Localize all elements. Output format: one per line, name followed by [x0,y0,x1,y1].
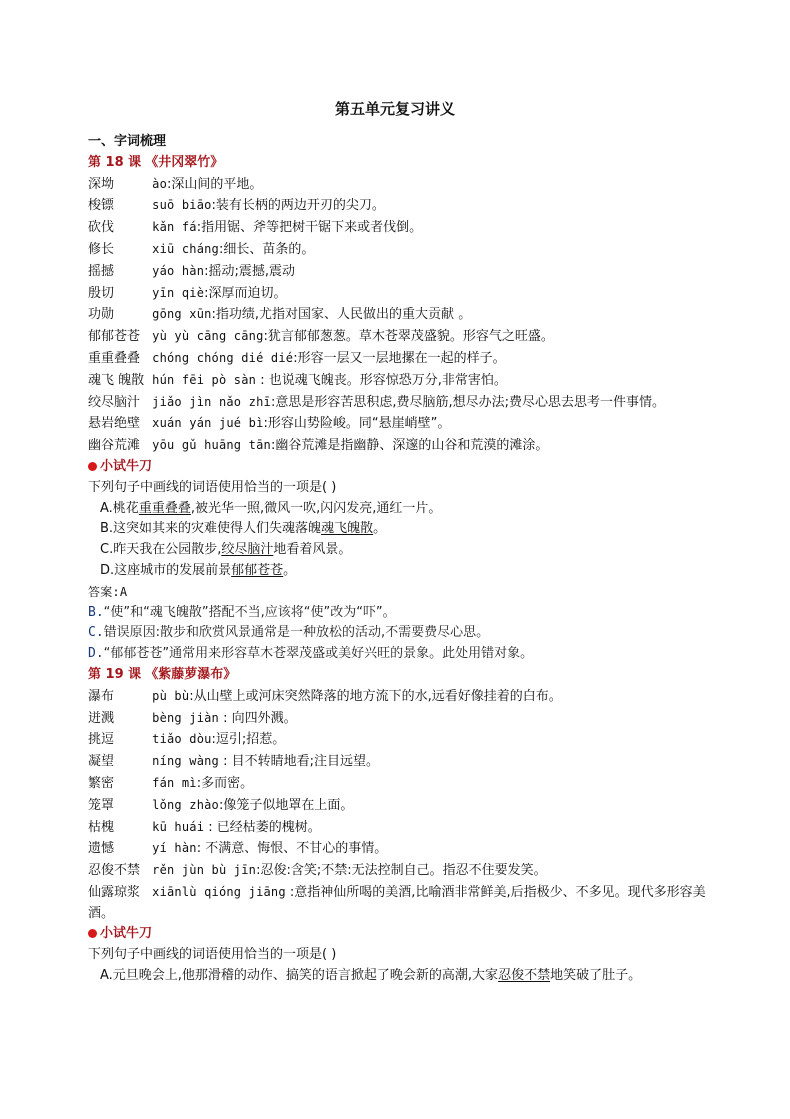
vocab-pinyin: kǎn fá [152,220,197,235]
analysis-item [88,644,708,665]
option-text: 地看着风景。 [273,542,352,558]
vocab-pinyin: yōu gǔ huāng tān [152,438,271,453]
vocab-entry [88,370,708,392]
lesson-name: 《紫藤萝瀑布》 [145,666,237,682]
lesson-name: 《井冈翠竹》 [145,154,224,170]
underlined-term: 郁郁苍苍 [231,562,284,578]
vocab-word: 深坳 [88,176,115,192]
practice-question: 下列句子中画线的词语使用恰当的一项是( ) [88,947,337,963]
vocab-definition: :深山间的平地。 [167,176,263,192]
vocab-pinyin: gōng xūn [152,307,212,322]
red-dot-icon [88,462,97,471]
vocab-pinyin: hún fēi pò sàn [152,372,257,387]
analysis-list [88,603,708,665]
vocab-entry [88,348,708,370]
vocab-entry [88,860,708,882]
vocab-definition: :意指神仙所喝的美酒,比喻酒非常鲜美,后指极少、不多见。现代多形容美酒。 [88,884,706,921]
option-text: D.这座城市的发展前景 [100,562,232,578]
vocab-pinyin: bèng jiàn [152,710,219,725]
analysis-tag: B. [88,604,104,620]
analysis-text: “使”和“魂飞魄散”搭配不当,应该将“使”改为“吓”。 [103,604,396,620]
vocab-entry [88,326,708,348]
analysis-text: 错误原因:散步和欣赏风景通常是一种放松的活动,不需要费尽心思。 [103,625,490,641]
analysis-tag: D. [88,646,104,662]
vocab-definition: :指用锯、斧等把树干锯下来或者伐倒。 [196,220,423,236]
vocab-word: 挑逗 [88,732,115,748]
option-text: A.桃花 [100,500,139,516]
vocab-entry [88,413,708,435]
vocab-word: 功勋 [88,307,115,323]
analysis-tag: C. [88,625,104,641]
vocab-entry [88,195,708,217]
underlined-term: 魂飞魄散 [321,521,374,537]
vocab-word: 迸溅 [88,710,115,726]
vocab-pinyin: chóng chóng dié dié [152,350,294,365]
practice-heading [88,924,708,945]
vocab-definition: :摇动;震撼,震动 [204,263,296,279]
vocab-pinyin: yīn qiè [152,285,205,300]
practice-option [88,966,708,987]
vocab-word: 绞尽脑汁 [88,394,141,410]
practice-option [88,499,708,520]
vocab-entry [88,751,708,773]
practice-option [88,561,708,582]
vocab-word: 梭镖 [88,198,115,214]
vocab-definition: : 已经枯萎的槐树。 [204,819,321,835]
vocab-word: 瀑布 [88,688,115,704]
option-text: A.元旦晚会上,他那滑稽的动作、搞笑的语言掀起了晚会新的高潮,大家 [100,968,499,984]
vocab-word: 修长 [88,241,115,257]
underlined-term: 忍俊不禁 [498,968,551,984]
vocab-word: 忍俊不禁 [88,863,141,879]
option-text: ,被光华一照,微风一吹,闪闪发亮,通红一片。 [190,500,442,516]
option-text: B.这突如其来的灾难使得人们失魂落魄 [100,521,322,537]
vocab-definition: : 也说魂飞魄丧。形容惊恐万分,非常害怕。 [256,372,507,388]
vocab-entry [88,773,708,795]
vocab-definition: :犹言郁郁葱葱。草木苍翠茂盛貌。形容气之旺盛。 [263,329,554,345]
vocab-definition: :逗引;招惹。 [211,732,286,748]
vocab-pinyin: lǒng zhào [152,797,219,812]
option-text: 地笑破了肚子。 [550,968,642,984]
vocab-definition: :从山壁上或河床突然降落的地方流下的水,远看好像挂着的白布。 [189,688,562,704]
vocab-pinyin: yí hàn [152,841,197,856]
vocab-entry [88,686,708,708]
underlined-term: 重重叠叠 [138,500,191,516]
page-title: 第五单元复习讲义 [334,100,455,118]
vocab-word: 摇撼 [88,263,115,279]
lesson-label: 第 18 课 [88,154,142,170]
underlined-term: 绞尽脑汁 [221,542,274,558]
analysis-text: “郁郁苍苍”通常用来形容草木苍翠茂盛或美好兴旺的景象。此处用错对象。 [103,646,534,662]
vocab-definition: :形容山势险峻。同“悬崖峭壁”。 [263,416,451,432]
vocab-pinyin: ào [152,176,167,191]
practice-option [88,519,708,540]
red-dot-icon [88,929,97,938]
practice-label: 小试牛刀 [100,926,153,942]
vocab-pinyin: xiānlù qióng jiāng [152,884,286,899]
vocab-definition: : 不满意、悔恨、不甘心的事情。 [196,841,388,857]
practice-option [88,540,708,561]
vocab-entry [88,435,708,457]
vocab-word: 悬岩绝壁 [88,416,141,432]
vocab-pinyin: xuán yán jué bì [152,416,264,431]
document-content [88,132,708,987]
option-text: 。 [373,521,387,537]
vocab-entry [88,795,708,817]
vocab-entry [88,217,708,239]
vocab-entry [88,882,708,925]
vocab-word: 郁郁苍苍 [88,329,141,345]
vocab-word: 凝望 [88,754,115,770]
vocab-entry [88,392,708,414]
lesson-label: 第 19 课 [88,666,142,682]
vocab-entry [88,174,708,196]
section-heading: 一、字词梳理 [88,134,167,149]
vocab-entry [88,304,708,326]
vocab-entry [88,729,708,751]
option-text: C.昨天我在公园散步, [100,542,222,558]
vocab-pinyin: fán mì [152,775,197,790]
vocab-word: 繁密 [88,775,115,791]
vocab-definition: :细长、苗条的。 [218,241,315,257]
vocab-pinyin: suō biāo [152,198,212,213]
lesson-19-heading [88,665,708,686]
practice-options [88,499,708,582]
vocab-word: 枯槐 [88,819,115,835]
vocab-word: 重重叠叠 [88,350,141,366]
vocab-definition: :意思是形容苦思积虑,费尽脑筋,想尽办法;费尽心思去思考一件事情。 [270,394,665,410]
vocab-pinyin: kū huái [152,819,205,834]
vocab-definition: :多而密。 [196,775,254,791]
vocab-word: 笼罩 [88,797,115,813]
vocab-entry [88,261,708,283]
answer-line: 答案:A [88,584,128,599]
vocab-pinyin: tiǎo dòu [152,732,212,747]
vocab-pinyin: yáo hàn [152,263,205,278]
lesson-18-vocab-list [88,174,708,457]
vocab-definition: :忍俊:含笑;不禁:无法控制自己。指忍不住要发笑。 [256,863,547,879]
analysis-item [88,623,708,644]
vocab-pinyin: pù bù [152,688,190,703]
vocab-definition: :装有长柄的两边开刃的尖刀。 [211,198,385,214]
vocab-entry [88,708,708,730]
vocab-word: 遗憾 [88,841,115,857]
vocab-pinyin: xiū cháng [152,241,219,256]
vocab-definition: :深厚而迫切。 [204,285,287,301]
lesson-19-vocab-list [88,686,708,925]
vocab-pinyin: rěn jùn bù jīn [152,863,257,878]
vocab-definition: : 向四外溅。 [218,710,297,726]
vocab-definition: :指功绩,尤指对国家、人民做出的重大贡献 。 [211,307,472,323]
option-text: 。 [283,562,297,578]
vocab-definition: : 目不转睛地看;注目远望。 [218,754,379,770]
vocab-entry [88,239,708,261]
analysis-item [88,603,708,624]
vocab-definition: :幽谷荒滩是指幽静、深邃的山谷和荒漠的滩涂。 [270,438,549,454]
practice-label: 小试牛刀 [100,458,153,474]
vocab-word: 仙露琼浆 [88,884,141,900]
vocab-entry [88,838,708,860]
practice-heading [88,457,708,478]
vocab-pinyin: níng wàng [152,754,219,769]
vocab-definition: :形容一层又一层地摞在一起的样子。 [293,350,506,366]
vocab-entry [88,817,708,839]
lesson-18-heading [88,153,708,174]
vocab-pinyin: yù yù cāng cāng [152,329,264,344]
vocab-word: 砍伐 [88,220,115,236]
vocab-definition: :像笼子似地罩在上面。 [218,797,354,813]
vocab-entry [88,283,708,305]
vocab-word: 殷切 [88,285,115,301]
vocab-word: 魂飞 魄散 [88,372,145,388]
vocab-word: 幽谷荒滩 [88,438,141,454]
vocab-pinyin: jiǎo jìn nǎo zhī [152,394,271,409]
practice-question: 下列句子中画线的词语使用恰当的一项是( ) [88,479,337,495]
